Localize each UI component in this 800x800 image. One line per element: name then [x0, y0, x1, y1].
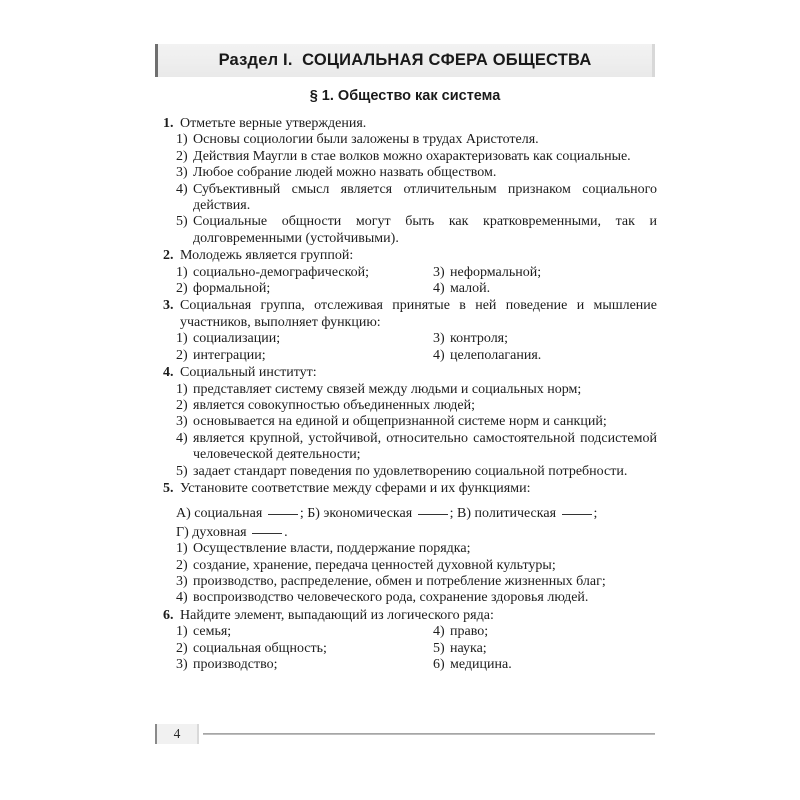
task-stem-text: Социальная группа, отслеживая принятые в ней поведение и мышление участников, выполняет функцию:: [180, 298, 657, 330]
option-marker: 2): [176, 640, 188, 656]
task-item: [163, 481, 657, 607]
option-list: [163, 265, 657, 298]
task-item: [163, 608, 657, 674]
option-item[interactable]: [163, 165, 657, 181]
task-number: 5.: [163, 480, 174, 496]
task-item: [163, 116, 657, 247]
option-marker: 5): [433, 640, 445, 656]
option-marker: 1): [176, 264, 188, 280]
paragraph-heading: § 1. Общество как система: [309, 88, 501, 104]
option-item[interactable]: [163, 132, 657, 148]
option-marker: 4): [433, 281, 445, 297]
match-text: ;: [593, 506, 598, 522]
option-marker: 2): [176, 397, 188, 413]
option-text: Субъективный смысл является отличительным признаком социального действия.: [193, 181, 657, 214]
match-text: Г) духовная: [176, 524, 251, 540]
option-text: формальной;: [193, 281, 271, 297]
option-item[interactable]: [163, 149, 657, 165]
page-footer: [155, 724, 657, 744]
option-marker: 3): [176, 414, 188, 430]
option-text: является совокупностью объединенных людей;: [193, 397, 475, 413]
option-marker: 1): [176, 331, 188, 347]
option-item[interactable]: [176, 265, 433, 281]
option-text: Действия Маугли в стае волков можно охарактеризовать как социальные.: [193, 148, 631, 164]
option-marker: 4): [176, 430, 188, 446]
option-text: задает стандарт поведения по удовлетворению социальной потребности.: [193, 463, 628, 479]
task-stem-text: Установите соответствие между сферами и их функциями:: [180, 480, 531, 496]
task-item: [163, 365, 657, 480]
option-item[interactable]: [176, 641, 433, 657]
option-marker: 1): [176, 381, 188, 397]
option-item[interactable]: [163, 214, 657, 247]
option-item[interactable]: [433, 348, 657, 364]
option-text: Основы социологии были заложены в трудах Аристотеля.: [193, 132, 539, 148]
option-text: право;: [450, 624, 489, 640]
option-marker: 2): [176, 557, 188, 573]
option-text: Социальные общности могут быть как кратковременными, так и долговременными (устойчивыми).: [193, 214, 657, 246]
option-item[interactable]: [433, 657, 657, 673]
option-marker: 1): [176, 541, 188, 557]
answer-blank[interactable]: [252, 533, 282, 534]
answer-blank[interactable]: [562, 514, 592, 515]
option-item[interactable]: [176, 331, 433, 347]
option-item[interactable]: [433, 265, 657, 281]
option-item[interactable]: [163, 464, 657, 480]
option-marker: 1): [176, 132, 188, 148]
option-marker: 3): [433, 264, 445, 280]
option-marker: 3): [176, 657, 188, 672]
option-item[interactable]: [163, 590, 657, 606]
option-list: [163, 624, 657, 673]
option-marker: 3): [176, 573, 188, 589]
option-marker: 4): [176, 590, 188, 606]
match-text: ; Б) экономическая: [299, 506, 416, 522]
option-list: [163, 382, 657, 480]
task-stem: [163, 365, 657, 381]
option-text: является крупной, устойчивой, относительно самостоятельной подсистемой человеческой деятельности;: [193, 430, 657, 463]
option-item[interactable]: [176, 348, 433, 364]
option-text: основывается на единой и общепризнанной системе норм и санкций;: [193, 414, 607, 430]
task-number: 1.: [163, 116, 174, 131]
option-text: социально-демографической;: [193, 264, 370, 280]
option-marker: 2): [176, 347, 188, 363]
option-marker: 3): [176, 165, 188, 181]
option-item[interactable]: [433, 331, 657, 347]
option-marker: 6): [433, 657, 445, 672]
task-number: 4.: [163, 365, 174, 381]
section-banner-title: Раздел I. СОЦИАЛЬНАЯ СФЕРА ОБЩЕСТВА: [218, 51, 592, 69]
option-text: неформальной;: [450, 264, 542, 280]
option-text: производство, распределение, обмен и потребление жизненных благ;: [193, 573, 606, 589]
option-text: воспроизводство человеческого рода, сохранение здоровья людей.: [193, 590, 589, 606]
option-list: [163, 132, 657, 247]
option-marker: 2): [176, 148, 188, 164]
task-number: 3.: [163, 298, 174, 314]
option-item[interactable]: [163, 398, 657, 414]
option-marker: 4): [433, 347, 445, 363]
task-stem: [163, 608, 657, 624]
option-marker: 1): [176, 624, 188, 640]
footer-rule: [203, 733, 655, 735]
option-item[interactable]: [163, 382, 657, 398]
match-text: .: [284, 524, 288, 540]
option-text: Осуществление власти, поддержание порядка;: [193, 541, 471, 557]
task-stem-text: Отметьте верные утверждения.: [180, 116, 367, 131]
task-stem: [163, 248, 657, 264]
match-line: [163, 506, 657, 522]
match-text: А) социальная: [176, 506, 266, 522]
task-number: 2.: [163, 248, 174, 264]
task-stem: [163, 298, 657, 331]
section-banner: [155, 44, 655, 77]
match-line: [163, 525, 657, 541]
option-text: производство;: [193, 657, 278, 672]
option-item[interactable]: [163, 182, 657, 215]
option-item[interactable]: [433, 641, 657, 657]
option-marker: 5): [176, 214, 188, 230]
option-text: социальная общность;: [193, 640, 327, 656]
task-list: [163, 116, 657, 674]
option-item[interactable]: [163, 541, 657, 557]
task-item: [163, 248, 657, 297]
option-text: целеполагания.: [450, 347, 542, 363]
option-item[interactable]: [433, 281, 657, 297]
option-marker: 5): [176, 463, 188, 479]
option-list: [163, 331, 657, 364]
option-text: социализации;: [193, 331, 281, 347]
option-item[interactable]: [176, 657, 433, 673]
task-stem: [163, 481, 657, 497]
task-number: 6.: [163, 607, 174, 623]
option-marker: 3): [433, 331, 445, 347]
option-marker: 2): [176, 281, 188, 297]
task-stem-text: Молодежь является группой:: [180, 248, 354, 264]
option-marker: 4): [176, 181, 188, 197]
task-stem-text: Найдите элемент, выпадающий из логического ряда:: [180, 607, 494, 623]
option-item[interactable]: [433, 624, 657, 640]
option-marker: 4): [433, 624, 445, 640]
option-text: малой.: [450, 281, 491, 297]
option-text: медицина.: [450, 657, 512, 672]
option-item[interactable]: [163, 431, 657, 464]
option-text: интеграции;: [193, 347, 266, 363]
option-text: Любое собрание людей можно назвать обществом.: [193, 165, 497, 181]
option-text: семья;: [193, 624, 232, 640]
option-list: [163, 541, 657, 607]
folio-box: [155, 724, 199, 744]
answer-blank[interactable]: [268, 514, 298, 515]
option-item[interactable]: [176, 624, 433, 640]
task-item: [163, 298, 657, 364]
option-text: наука;: [450, 640, 487, 656]
option-item[interactable]: [176, 281, 433, 297]
option-text: представляет систему связей между людьми и социальных норм;: [193, 381, 582, 397]
task-stem-text: Социальный институт:: [180, 365, 317, 381]
option-text: создание, хранение, передача ценностей духовной культуры;: [193, 557, 556, 573]
option-item[interactable]: [163, 558, 657, 574]
match-text: ; В) политическая: [449, 506, 560, 522]
answer-blank[interactable]: [418, 514, 448, 515]
option-text: контроля;: [450, 331, 509, 347]
page-number: 4: [173, 726, 181, 741]
option-item[interactable]: [163, 414, 657, 430]
option-item[interactable]: [163, 574, 657, 590]
task-stem: [163, 116, 657, 132]
